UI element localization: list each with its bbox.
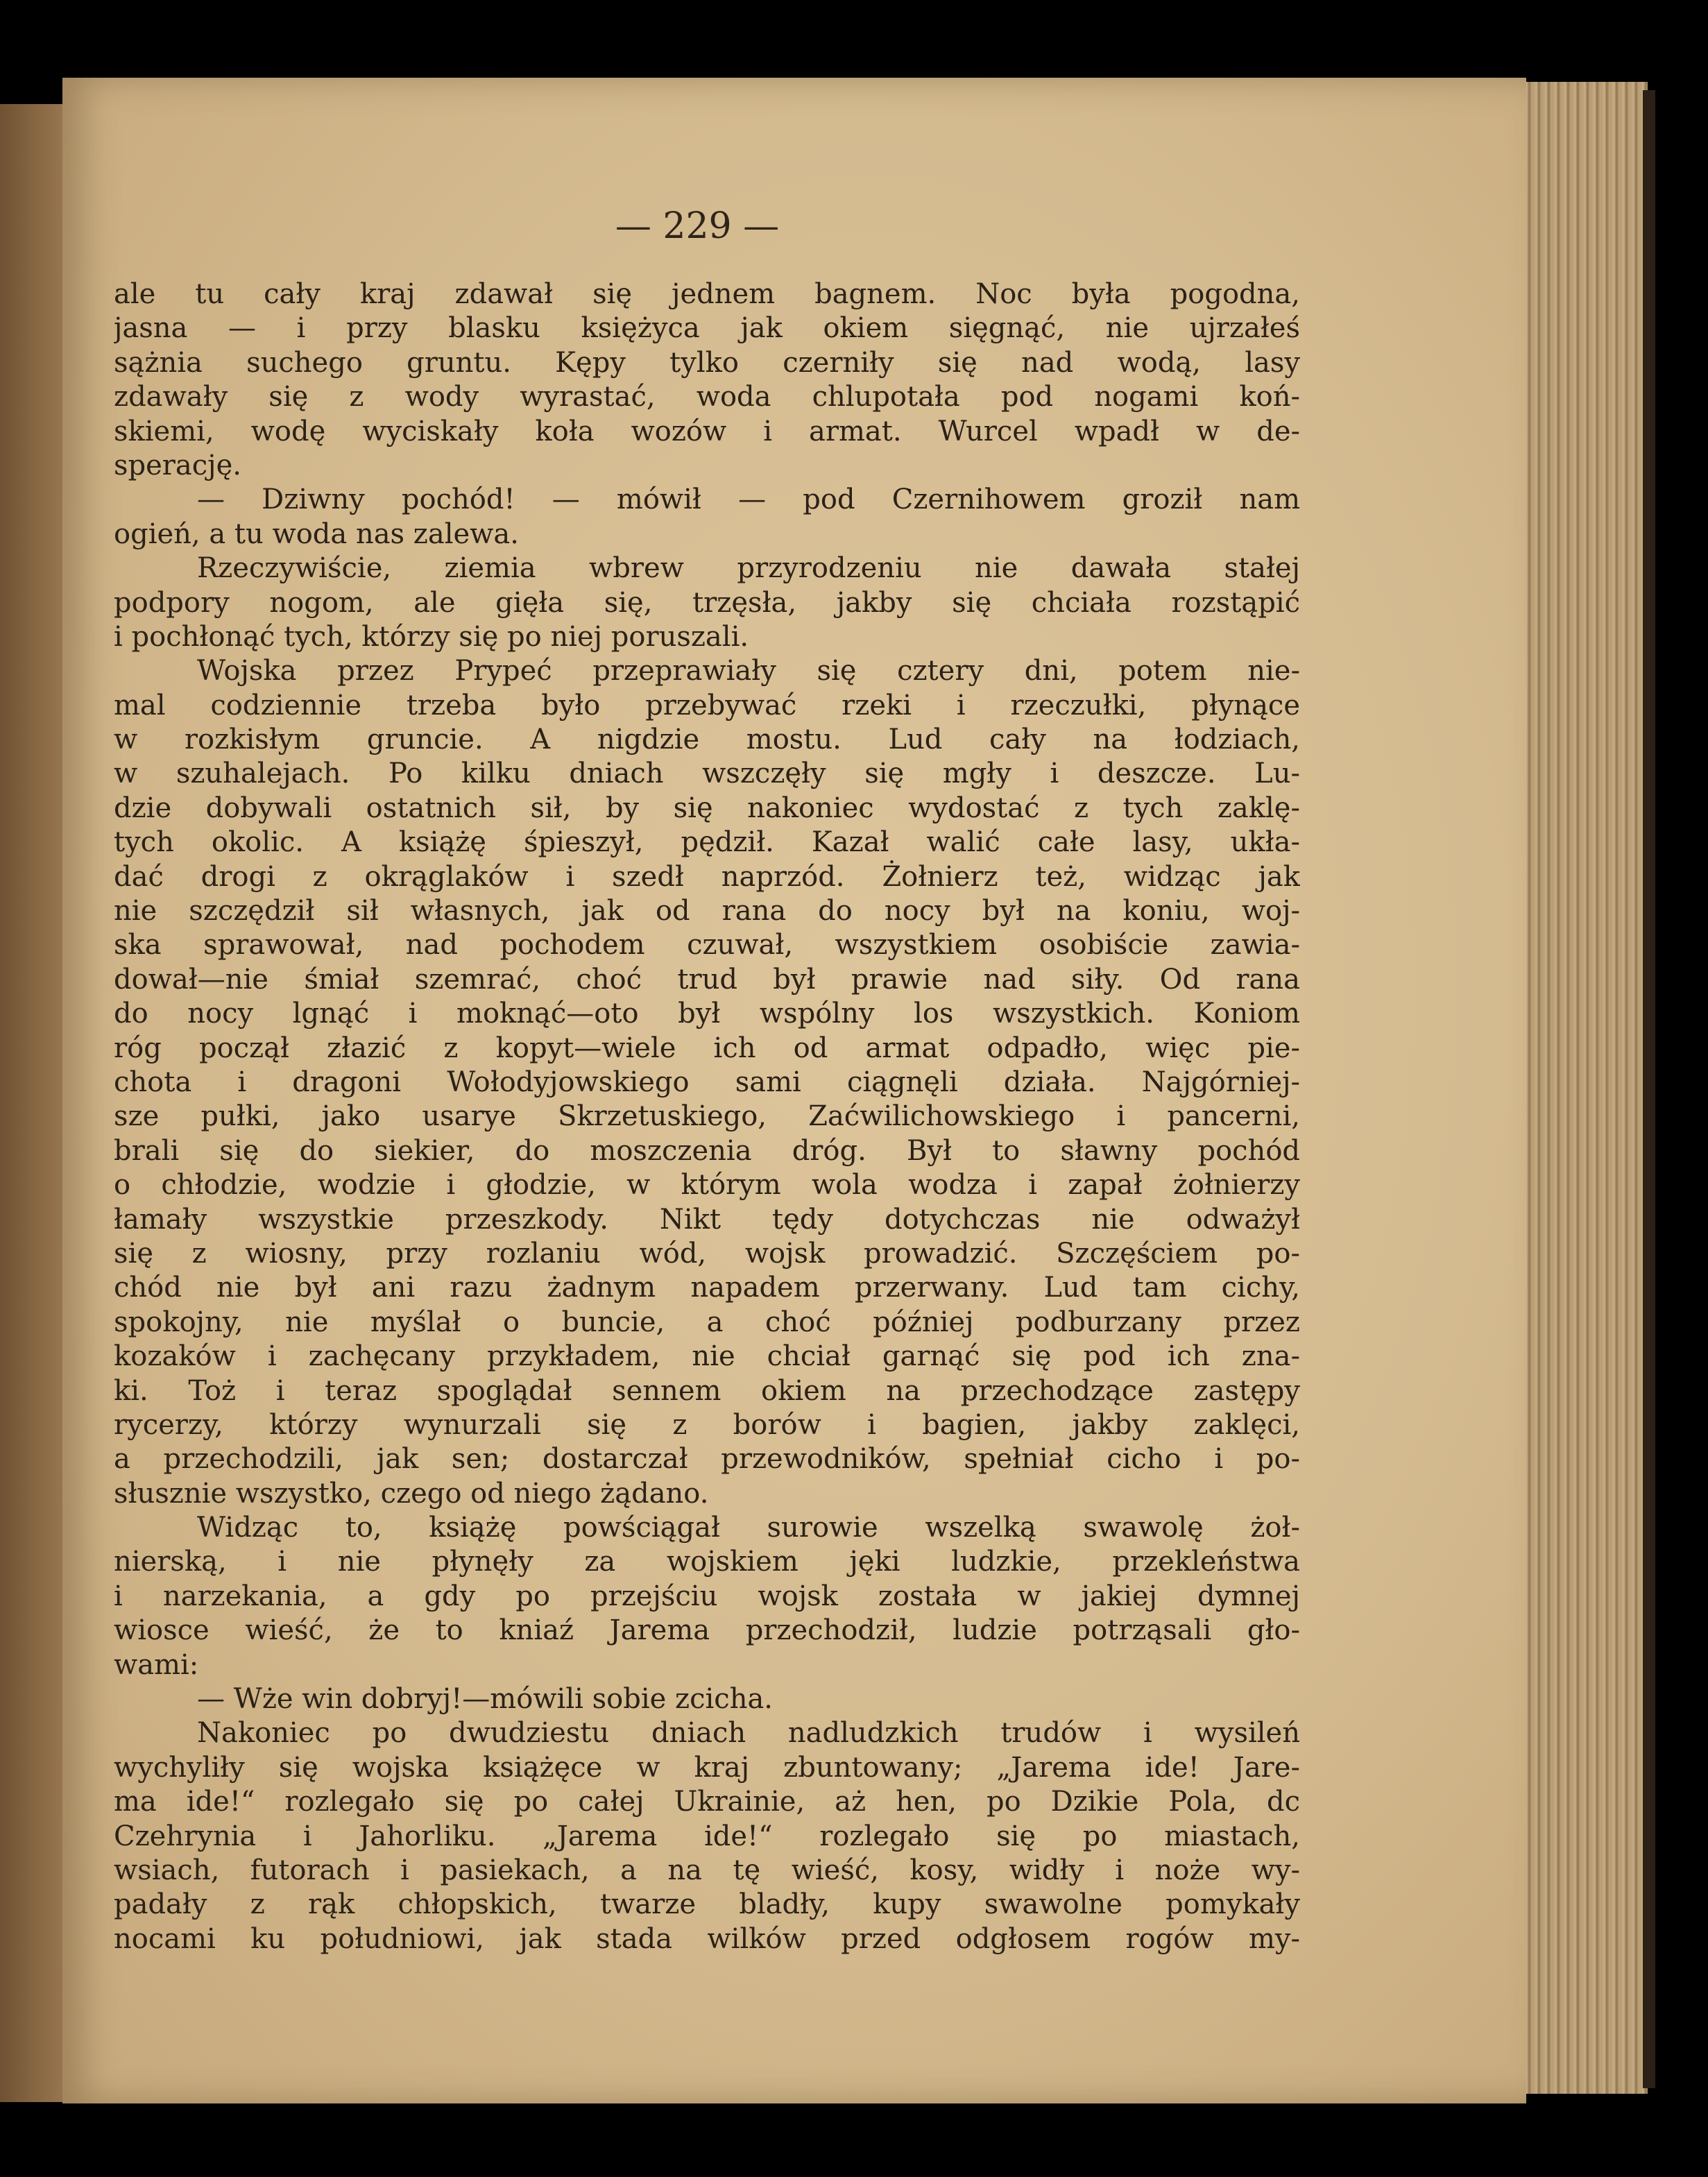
text-line: wsiach, futorach i pasiekach, a na tę wieść, kosy, widły i noże wy-: [114, 1854, 1300, 1886]
text-line: chota i dragoni Wołodyjowskiego sami ciągnęli działa. Najgórniej-: [114, 1066, 1300, 1098]
text-line: i narzekania, a gdy po przejściu wojsk została w jakiej dymnej: [114, 1580, 1300, 1612]
text-line: w rozkisłym gruncie. A nigdzie mostu. Lud cały na łodziach,: [114, 724, 1300, 756]
text-line: tych okolic. A książę śpieszył, pędził. Kazał walić całe lasy, ukła-: [114, 826, 1300, 859]
text-line: ska sprawował, nad pochodem czuwał, wszystkiem osobiście zawia-: [114, 929, 1300, 962]
text-line: róg począł złazić z kopyt—wiele ich od armat odpadło, więc pie-: [114, 1032, 1300, 1064]
text-line: ale tu cały kraj zdawał się jednem bagnem. Noc była pogodna,: [114, 278, 1300, 310]
text-line: dzie dobywali ostatnich sił, by się nakoniec wydostać z tych zaklę-: [114, 792, 1300, 824]
text-line: sążnia suchego gruntu. Kępy tylko czerniły się nad wodą, lasy: [114, 346, 1300, 379]
text-line: dował—nie śmiał szemrać, choć trud był prawie nad siły. Od rana: [114, 963, 1300, 996]
text-line: ogień, a tu woda nas zalewa.: [114, 518, 519, 550]
text-line: nierską, i nie płynęły za wojskiem jęki ludzkie, przekleństwa: [114, 1546, 1300, 1578]
text-line: nocami ku południowi, jak stada wilków przed odgłosem rogów my-: [114, 1922, 1300, 1955]
text-line: i pochłonąć tych, którzy się po niej poruszali.: [114, 620, 749, 653]
text-line: Czehrynia i Jahorliku. „Jarema ide!“ rozlegało się po miastach,: [114, 1820, 1300, 1852]
text-line: nie szczędził sił własnych, jak od rana do nocy był na koniu, woj-: [114, 895, 1300, 928]
text-line: wiosce wieść, że to kniaź Jarema przechodził, ludzie potrząsali gło-: [114, 1614, 1300, 1647]
text-line: Wojska przez Prypeć przeprawiały się cztery dni, potem nie-: [197, 655, 1300, 688]
text-line: słusznie wszystko, czego od niego żądano.: [114, 1477, 709, 1510]
text-line: a przechodzili, jak sen; dostarczał przewodników, spełniał cicho i po-: [114, 1443, 1300, 1476]
text-line: rycerzy, którzy wynurzali się z borów i bagien, jakby zaklęci,: [114, 1408, 1300, 1441]
text-line: dać drogi z okrąglaków i szedł naprzód. Żołnierz też, widząc jak: [114, 860, 1300, 893]
text-line: spokojny, nie myślał o buncie, a choć później podburzany przez: [114, 1306, 1300, 1338]
body-text: [114, 278, 1300, 1956]
text-line: wami:: [114, 1648, 199, 1681]
book-cover-edge: [1643, 90, 1655, 2088]
page-stack-edge: [1523, 82, 1648, 2094]
text-line: o chłodzie, wodzie i głodzie, w którym wola wodza i zapał żołnierzy: [114, 1169, 1300, 1202]
text-line: Nakoniec po dwudziestu dniach nadludzkich trudów i wysileń: [197, 1717, 1300, 1750]
text-line: w szuhalejach. Po kilku dniach wszczęły się mgły i deszcze. Lu-: [114, 758, 1300, 790]
text-line: Rzeczywiście, ziemia wbrew przyrodzeniu nie dawała stałej: [197, 552, 1300, 585]
page-number: — 229 —: [615, 205, 780, 247]
text-line: padały z rąk chłopskich, twarze bladły, kupy swawolne pomykały: [114, 1888, 1300, 1921]
text-line: łamały wszystkie przeszkody. Nikt tędy dotychczas nie odważył: [114, 1203, 1300, 1236]
text-line: kozaków i zachęcany przykładem, nie chciał garnąć się pod ich zna-: [114, 1340, 1300, 1373]
text-line: wychyliły się wojska książęce w kraj zbuntowany; „Jarema ide! Jare-: [114, 1751, 1300, 1784]
text-line: sze pułki, jako usarye Skrzetuskiego, Zaćwilichowskiego i pancerni,: [114, 1100, 1300, 1133]
text-line: zdawały się z wody wyrastać, woda chlupotała pod nogami koń-: [114, 381, 1300, 413]
text-line: brali się do siekier, do moszczenia dróg. Był to sławny pochód: [114, 1134, 1300, 1167]
text-line: podpory nogom, ale gięła się, trzęsła, jakby się chciała rozstąpić: [114, 586, 1300, 619]
text-line: sperację.: [114, 449, 241, 481]
text-line: do nocy lgnąć i moknąć—oto był wspólny los wszystkich. Koniom: [114, 998, 1300, 1030]
text-line: Widząc to, książę powściągał surowie wszelką swawolę żoł-: [197, 1512, 1300, 1544]
text-line: ki. Toż i teraz spoglądał sennem okiem na przechodzące zastępy: [114, 1374, 1300, 1407]
text-line: — Wże win dobryj!—mówili sobie zcicha.: [197, 1683, 774, 1716]
text-line: skiemi, wodę wyciskały koła wozów i armat. Wurcel wpadł w de-: [114, 415, 1300, 447]
text-line: chód nie był ani razu żadnym napadem przerwany. Lud tam cichy,: [114, 1272, 1300, 1304]
text-line: się z wiosny, przy rozlaniu wód, wojsk prowadzić. Szczęściem po-: [114, 1237, 1300, 1270]
text-line: ma ide!“ rozlegało się po całej Ukrainie, aż hen, po Dzikie Pola, dc: [114, 1786, 1300, 1818]
text-line: mal codziennie trzeba było przebywać rzeki i rzeczułki, płynące: [114, 689, 1300, 722]
text-line: — Dziwny pochód! — mówił — pod Czernihowem groził nam: [197, 484, 1300, 516]
text-line: jasna — i przy blasku księżyca jak okiem sięgnąć, nie ujrzałeś: [114, 312, 1300, 345]
